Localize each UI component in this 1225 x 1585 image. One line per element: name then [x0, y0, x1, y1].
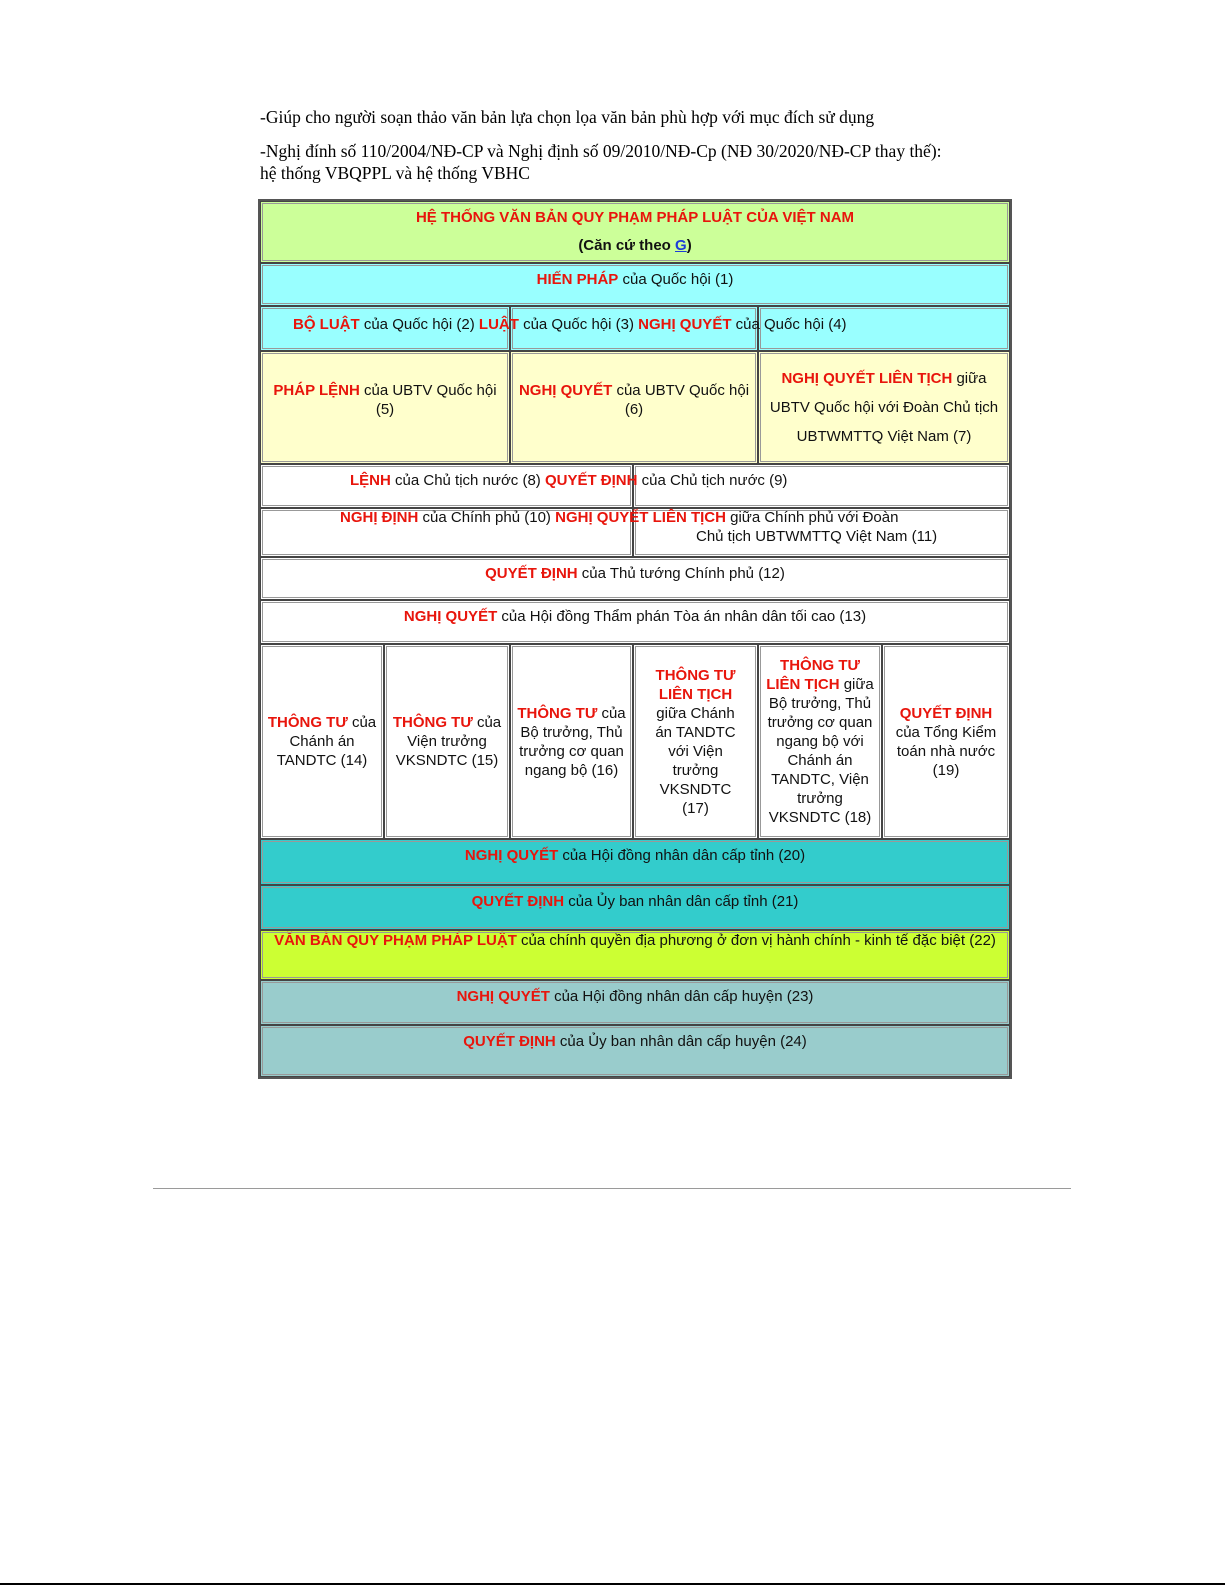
cell-nghi-quyet-lien-tich-7 — [758, 351, 1010, 464]
cell-van-ban-dac-biet — [260, 930, 1010, 980]
kw-thong-tu-lien-tich-17: THÔNG TƯ LIÊN TỊCH — [655, 666, 736, 703]
kw-nghi-quyet-lien-tich-7: NGHỊ QUYẾT LIÊN TỊCH — [781, 370, 953, 387]
text-nghi-quyet-lien-tich-11b: Chủ tịch UBTWMTTQ Việt Nam (11) — [696, 528, 938, 545]
text-quyet-dinh-19: của Tổng Kiểm toán nhà nước (19) — [895, 723, 997, 779]
text-quyet-dinh-21: của Ủy ban nhân dân cấp tỉnh (21) — [564, 893, 799, 910]
kw-bo-luat: BỘ LUẬT — [293, 316, 360, 333]
cell-nghi-quyet-hdnd-tinh — [260, 839, 1010, 885]
kw-nghi-quyet-23: NGHỊ QUYẾT — [456, 988, 550, 1005]
text-nghi-dinh: của Chính phủ (10) — [418, 509, 551, 526]
kw-thong-tu-lien-tich-18: THÔNG TƯ LIÊN TỊCH — [766, 657, 860, 693]
text-nghi-quyet-20: của Hội đồng nhân dân cấp tỉnh (20) — [558, 847, 806, 864]
cell-quyet-dinh-19 — [882, 644, 1010, 839]
text-thong-tu-15: của Viện trưởng VKSNDTC (15) — [395, 714, 502, 769]
text-nghi-quyet-lien-tich-11a: giữa Chính phủ với Đoàn — [725, 509, 899, 526]
cell-nghi-quyet-hdtp — [260, 600, 1010, 644]
kw-nghi-quyet-20: NGHỊ QUYẾT — [464, 847, 559, 864]
kw-nghi-quyet-lien-tich-11: NGHỊ QUYẾT LIÊN TỊCH — [555, 509, 726, 526]
kw-nghi-quyet-4: NGHỊ QUYẾT — [638, 316, 732, 333]
table-title: HỆ THỐNG VĂN BẢN QUY PHẠM PHÁP LUẬT CỦA VIỆT NAM — [415, 209, 855, 226]
text-row-government-line2 — [696, 527, 937, 546]
text-row-government — [340, 508, 898, 527]
kw-nghi-dinh: NGHỊ ĐỊNH — [340, 509, 419, 526]
cell-nghi-quyet-hdnd-huyen — [260, 980, 1010, 1025]
intro-line-decrees: -Nghị đính số 110/2004/NĐ-CP và Nghị định số 09/2010/NĐ-Cp (NĐ 30/2020/NĐ-CP thay thế): hệ thống VBQPPL và hệ thống VBHC — [260, 141, 942, 183]
text-thong-tu-16: của Bộ trưởng, Thủ trưởng cơ quan ngang bộ (16) — [519, 704, 626, 779]
text-thong-tu-lien-tich-18: giữa Bộ trưởng, Thủ trưởng cơ quan ngang bộ với Chánh án TANDTC, Viện trưởng VKSNDTC (18) — [767, 676, 874, 826]
text-thong-tu-lien-tich-17: giữa Chánh án TANDTC với Viện trưởng VKSNDTC (17) — [655, 704, 736, 817]
kw-lenh: LỆNH — [350, 472, 391, 489]
basis-prefix: (Căn cứ theo — [578, 237, 676, 254]
cell-nghi-quyet-ubtv — [510, 351, 758, 464]
table-title-cell — [260, 201, 1010, 263]
kw-thong-tu-16: THÔNG TƯ — [517, 704, 598, 722]
kw-thong-tu-15: THÔNG TƯ — [392, 714, 473, 731]
kw-quyet-dinh-9: QUYẾT ĐỊNH — [544, 472, 638, 489]
text-thong-tu-14: của Chánh án TANDTC (14) — [276, 714, 377, 769]
basis-suffix: ) — [686, 237, 692, 254]
text-nghi-quyet-6: của UBTV Quốc hội (6) — [612, 382, 750, 418]
cell-thong-tu-15 — [384, 644, 510, 839]
text-nghi-quyet-lien-tich-7: giữa UBTV Quốc hội với Đoàn Chủ tịch UBTWMTTQ Việt Nam (7) — [769, 370, 999, 445]
kw-phap-lenh: PHÁP LỆNH — [273, 382, 360, 399]
cell-thong-tu-lien-tich-17 — [633, 644, 758, 839]
text-luat: của Quốc hội (3) — [518, 316, 634, 333]
text-quyet-dinh-12: của Thủ tướng Chính phủ (12) — [577, 565, 785, 582]
text-bo-luat: của Quốc hội (2) — [359, 316, 475, 333]
text-row-national-assembly — [293, 315, 847, 334]
text-nghi-quyet-4: của Quốc hội (4) — [731, 316, 847, 333]
text-nghi-quyet-23: của Hội đồng nhân dân cấp huyện (23) — [549, 988, 814, 1005]
kw-thong-tu-14: THÔNG TƯ — [267, 714, 348, 731]
text-phap-lenh: của UBTV Quốc hội (5) — [359, 382, 497, 418]
text-quyet-dinh-24: của Ủy ban nhân dân cấp huyện (24) — [555, 1033, 807, 1050]
text-nghi-quyet-13: của Hội đồng Thẩm phán Tòa án nhân dân tối cao (13) — [497, 608, 867, 625]
text-hien-phap: của Quốc hội (1) — [618, 271, 734, 288]
cell-phap-lenh — [260, 351, 510, 464]
legal-documents-table — [258, 199, 1012, 1079]
kw-nghi-quyet-6: NGHỊ QUYẾT — [518, 382, 613, 399]
cell-quyet-dinh-thu-tuong — [260, 557, 1010, 600]
text-row-president — [350, 471, 787, 490]
intro-line-purpose: -Giúp cho người soạn thảo văn bản lựa chọn lọa văn bản phù hợp với mục đích sử dụng — [260, 107, 875, 127]
horizontal-rule — [153, 1188, 1071, 1189]
text-lenh: của Chủ tịch nước (8) — [390, 472, 541, 489]
kw-quyet-dinh-24: QUYẾT ĐỊNH — [463, 1033, 556, 1050]
kw-luat: LUẬT — [478, 316, 519, 333]
basis-link[interactable]: G — [675, 237, 687, 254]
text-quyet-dinh-9: của Chủ tịch nước (9) — [637, 472, 788, 489]
kw-quyet-dinh-19: QUYẾT ĐỊNH — [899, 704, 993, 722]
cell-hien-phap — [260, 263, 1010, 306]
text-van-ban-22: của chính quyền địa phương ở đơn vị hành chính - kinh tế đặc biệt (22) — [516, 932, 996, 949]
kw-quyet-dinh-12: QUYẾT ĐỊNH — [485, 565, 578, 582]
kw-quyet-dinh-21: QUYẾT ĐỊNH — [471, 893, 565, 910]
kw-van-ban-22: VĂN BẢN QUY PHẠM PHÁP LUẬT — [274, 932, 517, 949]
cell-thong-tu-lien-tich-18 — [758, 644, 882, 839]
kw-nghi-quyet-13: NGHỊ QUYẾT — [403, 608, 498, 625]
cell-quyet-dinh-ubnd-tinh — [260, 885, 1010, 930]
cell-thong-tu-14 — [260, 644, 384, 839]
cell-thong-tu-16 — [510, 644, 633, 839]
kw-hien-phap: HIẾN PHÁP — [536, 271, 619, 288]
cell-quyet-dinh-ubnd-huyen — [260, 1025, 1010, 1077]
table-basis — [578, 236, 691, 255]
